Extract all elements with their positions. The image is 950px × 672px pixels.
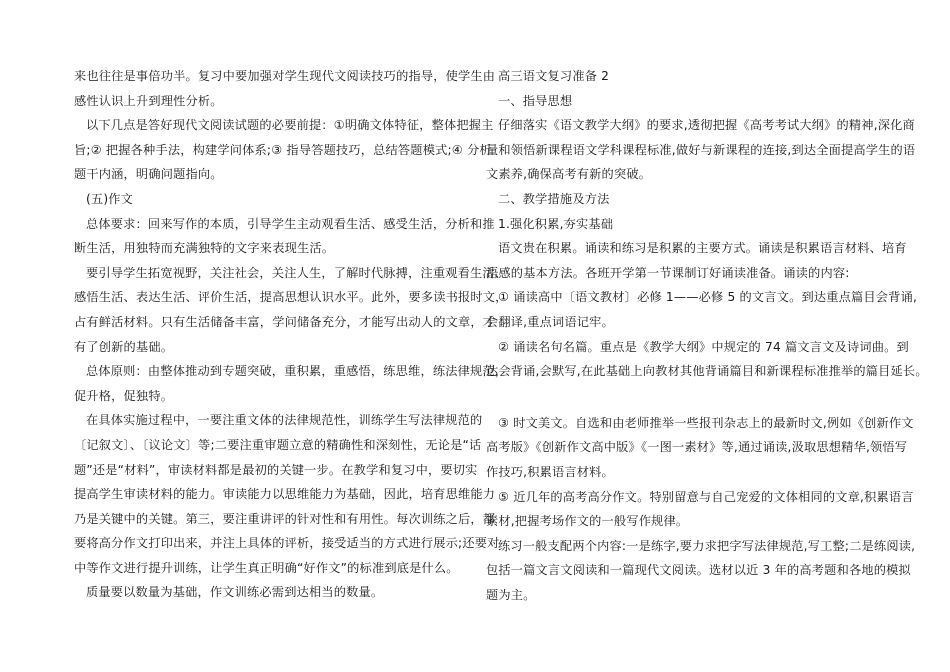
paragraph-line: 感悟生活、表达生活、评价生活，提高思想认识水平。此外，要多读书报时文，: [74, 290, 508, 305]
list-item: ③ 时文美文。自选和由老师推举一些报刊杂志上的最新时文,例如《创新作文: [498, 415, 914, 430]
paragraph-line: 来也往往是事倍功半。复习中要加强对学生现代文阅读技巧的指导，使学生由: [74, 69, 496, 83]
paragraph-line: 要引导学生拓宽视野，关注社会，关注人生，了解时代脉搏，注重观看生活、: [86, 265, 508, 280]
paragraph-line: 中等作文进行提升训练，让学生真正明确“好作文”的标准到底是什么。: [74, 560, 459, 575]
paragraph-line: 练习一般支配两个内容:一是练字,要力求把字写法律规范,写工整;二是练阅读,: [498, 538, 916, 553]
paragraph-line: 断生活，用独特而充满独特的文字来表现生活。: [74, 241, 335, 256]
paragraph-line: 高考版》《创新作文高中版》《一图一素材》等,通过诵读,汲取思想精华,领悟写: [486, 440, 908, 455]
left-column: [74, 64, 508, 605]
section-heading: 一、指导思想: [498, 93, 573, 108]
right-column: [486, 64, 928, 607]
list-item: ① 诵读高中〔语文教材〕必修 1——必修 5 的文言文。到达重点篇目会背诵,: [498, 290, 918, 305]
paragraph-line: 要将高分作文打印出来，并注上具体的评析，接受适当的方式进行展示;还要对: [74, 536, 500, 551]
paragraph-line: 旨;② 把握各种手法，构建学问体系;③ 指导答题技巧，总结答题模式;④ 分析: [74, 142, 492, 157]
paragraph-line: 题干内涵，明确问题指向。: [74, 167, 223, 182]
document-title: 高三语文复习准备 2: [498, 69, 610, 83]
paragraph-line: 会翻译,重点词语记牢。: [486, 314, 614, 329]
paragraph-line: 达会背诵,会默写,在此基础上向教材其他背诵篇目和新课程标准推举的篇目延长。: [486, 364, 928, 379]
list-item: ② 诵读名句名篇。重点是《教学大纲》中规定的 74 篇文言文及诗词曲。到: [498, 339, 909, 354]
paragraph-line: 仔细落实《语文教学大纲》的要求,透彻把握《高考考试大纲》的精神,深化商: [498, 118, 915, 133]
paragraph-line: 占有鲜活材料。只有生活储备丰富，学问储备充分，才能写出动人的文章，才: [74, 314, 496, 329]
paragraph-line: 感性认识上升到理性分析。: [74, 93, 223, 108]
paragraph-line: 提高学生审读材料的能力。审读能力以思维能力为基础，因此，培育思维能力: [74, 487, 496, 502]
paragraph-line: 总体要求：回来写作的本质，引导学生主动观看生活、感受生活，分析和推: [86, 216, 495, 231]
paragraph-line: 文素养,确保高考有新的突破。: [486, 167, 652, 182]
section-heading: (五)作文: [86, 191, 134, 206]
paragraph-line: 质量要以数量为基础，作文训练必需到达相当的数量。: [86, 585, 384, 600]
paragraph-line: 在具体实施过程中，一要注重文体的法律规范性，训练学生写法律规范的: [86, 413, 483, 428]
paragraph-line: 素材,把握考场作文的一般写作规律。: [486, 514, 689, 529]
section-heading: 二、教学措施及方法: [498, 191, 610, 206]
paragraph-line: 量和领悟新课程语文学科课程标准,做好与新课程的连接,到达全面提高学生的语: [486, 142, 916, 157]
paragraph-line: 题为主。: [486, 587, 536, 602]
subsection-heading: 1.强化积累,夯实基础: [498, 216, 614, 231]
paragraph-line: 包括一篇文言文阅读和一篇现代文阅读。选材以近 3 年的高考题和各地的模拟: [486, 563, 911, 578]
paragraph-line: 总体原则：由整体推动到专题突破，重积累，重感悟，练思维，练法律规范，: [86, 364, 508, 379]
paragraph-line: 〔记叙文〕、〔议论文〕等;二要注重审题立意的精确性和深刻性，无论是“话: [74, 437, 482, 452]
paragraph-line: 促升格，促独特。: [74, 388, 174, 403]
blank-gap: [486, 384, 881, 411]
paragraph-line: 乃是关键中的关键。第三，要注重讲评的针对性和有用性。每次训练之后，都: [74, 511, 496, 526]
paragraph-line: 题”还是“材料”，审读材料都是最初的关键一步。在教学和复习中，要切实: [74, 462, 478, 477]
list-item: ⑤ 近几年的高考高分作文。特别留意与自己宠爱的文体相同的文章,积累语言: [498, 489, 914, 504]
paragraph-line: 有了创新的基础。: [74, 339, 174, 354]
paragraph-line: 以下几点是答好现代文阅读试题的必要前提：①明确文体特征，整体把握主: [86, 118, 494, 133]
paragraph-line: 语文贵在积累。诵读和练习是积累的主要方式。诵读是积累语言材料、培育: [498, 241, 907, 256]
paragraph-line: 作技巧,积累语言材料。: [486, 464, 614, 479]
paragraph-line: 语感的基本方法。各班开学第一节课制订好诵读准备。诵读的内容:: [486, 265, 850, 280]
